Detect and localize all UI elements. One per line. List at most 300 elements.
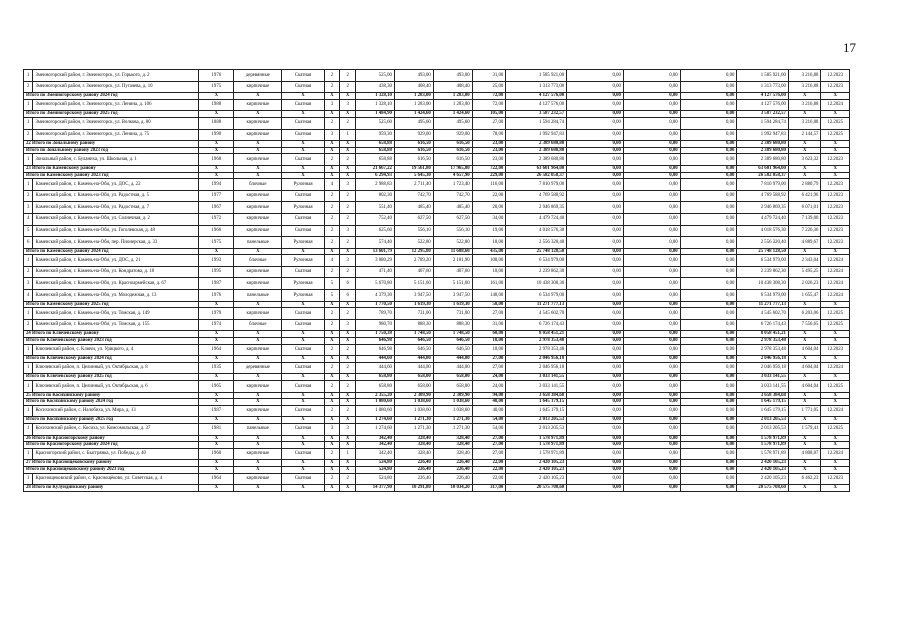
- placeholder-x-cell: X: [282, 147, 324, 154]
- material-cell: кирпичные: [234, 473, 282, 485]
- living-area-cell: 17 965,80: [433, 165, 472, 172]
- funds-cell: 0,00: [680, 248, 737, 255]
- total-area-cell: 3 080,29: [356, 255, 395, 267]
- residents-cell: 105,00: [472, 111, 506, 118]
- area-cell: 328,40: [394, 435, 433, 442]
- residents-cell: 60,00: [472, 331, 506, 338]
- roof-type-cell: Скатная: [282, 70, 324, 82]
- placeholder-x-cell: X: [788, 93, 821, 100]
- row-number: 1: [24, 423, 33, 435]
- floors-cell: 3: [324, 129, 340, 141]
- address-cell: Каменский район, г. Камень-на-Оби, ул. ДОС, д. 21: [33, 255, 199, 267]
- placeholder-x-cell: X: [788, 485, 821, 492]
- floors-cell: 2: [324, 154, 340, 166]
- funds-cell: 0,00: [623, 356, 680, 363]
- fund-total-cell: 20 575 708,60: [737, 485, 788, 492]
- row-number: 1: [24, 179, 33, 191]
- total-area-cell: 4 379,30: [356, 290, 395, 302]
- funds-cell: 0,00: [567, 190, 624, 202]
- placeholder-x-cell: X: [821, 301, 850, 308]
- floors-cell: 2: [324, 381, 340, 393]
- entrances-cell: 2: [340, 70, 356, 82]
- funds-cell: 0,00: [567, 399, 624, 406]
- unit-cost-cell: 2 880,79: [788, 179, 821, 191]
- year-cell: 1968: [199, 154, 234, 166]
- fund-total-cell: 2 978 353,48: [737, 338, 788, 345]
- residents-cell: 148,00: [472, 290, 506, 302]
- funds-cell: 0,00: [623, 111, 680, 118]
- funds-cell: 0,00: [567, 374, 624, 381]
- living-area-cell: 226,40: [433, 473, 472, 485]
- placeholder-x-cell: X: [199, 392, 234, 399]
- area-cell: 226,40: [394, 466, 433, 473]
- table-row: [24, 129, 850, 141]
- entrances-cell: 3: [340, 99, 356, 111]
- residents-cell: 19,00: [472, 225, 506, 237]
- row-number: 1: [24, 99, 33, 111]
- living-area-cell: 5 151,60: [433, 278, 472, 290]
- living-area-cell: 1 038,60: [433, 405, 472, 417]
- funds-cell: 0,00: [680, 399, 737, 406]
- fund-total-cell: 4 479 724,40: [737, 213, 788, 225]
- year-cell: 1977: [199, 190, 234, 202]
- placeholder-x-cell: X: [788, 442, 821, 449]
- roof-type-cell: Скатная: [282, 266, 324, 278]
- total-area-cell: 1 328,10: [356, 99, 395, 111]
- placeholder-x-cell: X: [234, 466, 282, 473]
- year-cell: 1967: [199, 202, 234, 214]
- funds-cell: 0,00: [567, 278, 624, 290]
- row-number: 1: [24, 405, 33, 417]
- summary-row: [24, 165, 850, 172]
- funds-cell: 0,00: [567, 248, 624, 255]
- placeholder-x-cell: X: [282, 93, 324, 100]
- unit-cost-cell: 4 604,04: [788, 381, 821, 393]
- area-cell: 226,40: [394, 460, 433, 467]
- year-cell: 1987: [199, 278, 234, 290]
- address-cell: Каменский район, г. Камень-на-Оби, ул. Радостная, д. 5: [33, 190, 199, 202]
- roof-type-cell: Скатная: [282, 129, 324, 141]
- row-number: 2: [24, 190, 33, 202]
- cost-cell: 1 645 179,15: [506, 405, 567, 417]
- funds-cell: 0,00: [567, 179, 624, 191]
- fund-total-cell: 1 992 947,83: [737, 129, 788, 141]
- cost-cell: 10 438 308,30: [506, 278, 567, 290]
- year-cell: 1990: [199, 129, 234, 141]
- total-area-cell: 5 670,80: [356, 278, 395, 290]
- total-area-cell: 752,40: [356, 213, 395, 225]
- funds-cell: 0,00: [680, 466, 737, 473]
- area-cell: 2 789,20: [394, 255, 433, 267]
- placeholder-x-cell: X: [324, 165, 340, 172]
- living-area-cell: 4 657,90: [433, 172, 472, 179]
- funds-cell: 0,00: [567, 319, 624, 331]
- table-row: [24, 381, 850, 393]
- entrances-cell: 3: [340, 423, 356, 435]
- placeholder-x-cell: X: [340, 460, 356, 467]
- funds-cell: 0,00: [680, 362, 737, 374]
- fund-total-cell: 2 420 105,23: [737, 473, 788, 485]
- living-area-cell: 2 181,90: [433, 255, 472, 267]
- living-area-cell: 1 748,50: [433, 331, 472, 338]
- deadline-cell: 12.2023: [821, 202, 850, 214]
- placeholder-x-cell: X: [199, 442, 234, 449]
- residents-cell: 72,00: [472, 99, 506, 111]
- roof-type-cell: Скатная: [282, 225, 324, 237]
- residents-cell: 24,00: [472, 374, 506, 381]
- table-row: [24, 255, 850, 267]
- placeholder-x-cell: X: [324, 93, 340, 100]
- area-cell: 646,50: [394, 338, 433, 345]
- living-area-cell: 1 723,40: [433, 179, 472, 191]
- funds-cell: 0,00: [567, 172, 624, 179]
- floors-cell: 2: [324, 202, 340, 214]
- roof-type-cell: Рулонная: [282, 179, 324, 191]
- total-area-cell: 444,60: [356, 362, 395, 374]
- living-area-cell: 226,40: [433, 460, 472, 467]
- roof-type-cell: Скатная: [282, 99, 324, 111]
- area-cell: 495,60: [394, 117, 433, 129]
- summary-label: Итого по Косихинскому району 2025 год: [24, 417, 199, 424]
- placeholder-x-cell: X: [788, 111, 821, 118]
- funds-cell: 0,00: [680, 338, 737, 345]
- funds-cell: 0,00: [680, 237, 737, 249]
- roof-type-cell: Скатная: [282, 81, 324, 93]
- funds-cell: 0,00: [680, 344, 737, 356]
- placeholder-x-cell: X: [788, 460, 821, 467]
- row-number: 2: [24, 266, 33, 278]
- year-cell: 1888: [199, 117, 234, 129]
- area-cell: 1 271,30: [394, 417, 433, 424]
- summary-label: Итого по Змеиногорскому району 2025 год: [24, 111, 199, 118]
- funds-cell: 0,00: [567, 111, 624, 118]
- placeholder-x-cell: X: [282, 392, 324, 399]
- summary-label: Итого по Каменскому району 2024 год: [24, 248, 199, 255]
- living-area-cell: 1 283,00: [433, 93, 472, 100]
- fund-total-cell: 3 033 141,55: [737, 381, 788, 393]
- cost-cell: 26 582 058,37: [506, 172, 567, 179]
- address-cell: Змеиногорский район, г. Змеиногорск, ул. Горького, д. 2: [33, 70, 199, 82]
- area-cell: 10 291,80: [394, 485, 433, 492]
- placeholder-x-cell: X: [821, 165, 850, 172]
- placeholder-x-cell: X: [199, 338, 234, 345]
- table-row: [24, 266, 850, 278]
- address-cell: Змеиногорский район, г. Змеиногорск, ул. Волкова, д. 80: [33, 117, 199, 129]
- placeholder-x-cell: X: [324, 147, 340, 154]
- placeholder-x-cell: X: [199, 417, 234, 424]
- living-area-cell: 616,50: [433, 141, 472, 148]
- cost-cell: 8 058 451,21: [506, 331, 567, 338]
- roof-type-cell: Скатная: [282, 473, 324, 485]
- floors-cell: 4: [324, 179, 340, 191]
- placeholder-x-cell: X: [199, 460, 234, 467]
- roof-type-cell: Скатная: [282, 362, 324, 374]
- summary-row: [24, 93, 850, 100]
- total-area-cell: 1 484,90: [356, 111, 395, 118]
- floors-cell: 2: [324, 213, 340, 225]
- funds-cell: 0,00: [623, 93, 680, 100]
- placeholder-x-cell: X: [234, 442, 282, 449]
- funds-cell: 0,00: [680, 473, 737, 485]
- placeholder-x-cell: X: [324, 466, 340, 473]
- row-number: 3: [24, 278, 33, 290]
- material-cell: кирпичные: [234, 202, 282, 214]
- placeholder-x-cell: X: [821, 147, 850, 154]
- residents-cell: 23,00: [472, 154, 506, 166]
- row-number: 1: [24, 381, 33, 393]
- floors-cell: 5: [324, 290, 340, 302]
- total-area-cell: 14 377,90: [356, 485, 395, 492]
- cost-cell: 3 033 141,55: [506, 381, 567, 393]
- row-number: 1: [24, 448, 33, 460]
- year-cell: 1972: [199, 213, 234, 225]
- placeholder-x-cell: X: [199, 93, 234, 100]
- summary-label: 25 Итого по Косихинскому району: [24, 392, 199, 399]
- placeholder-x-cell: X: [821, 338, 850, 345]
- placeholder-x-cell: X: [282, 356, 324, 363]
- funds-cell: 0,00: [567, 290, 624, 302]
- placeholder-x-cell: X: [234, 147, 282, 154]
- funds-cell: 0,00: [623, 331, 680, 338]
- funds-cell: 0,00: [623, 190, 680, 202]
- deadline-cell: 12.2023: [821, 213, 850, 225]
- unit-cost-cell: 2 026,23: [788, 278, 821, 290]
- funds-cell: 0,00: [567, 308, 624, 320]
- funds-cell: 0,00: [623, 70, 680, 82]
- funds-cell: 0,00: [623, 442, 680, 449]
- funds-cell: 0,00: [623, 255, 680, 267]
- area-cell: 328,40: [394, 442, 433, 449]
- floors-cell: 2: [324, 81, 340, 93]
- funds-cell: 0,00: [680, 381, 737, 393]
- area-cell: 444,00: [394, 362, 433, 374]
- total-area-cell: 525,00: [356, 70, 395, 82]
- summary-row: [24, 435, 850, 442]
- unit-cost-cell: 6 071,01: [788, 202, 821, 214]
- living-area-cell: 3 947,50: [433, 290, 472, 302]
- address-cell: Краснощековский район, с. Краснощёково, ул. Советская, д. 4: [33, 473, 199, 485]
- total-area-cell: 959,30: [356, 129, 395, 141]
- placeholder-x-cell: X: [282, 466, 324, 473]
- placeholder-x-cell: X: [282, 338, 324, 345]
- residents-cell: 54,00: [472, 423, 506, 435]
- placeholder-x-cell: X: [324, 141, 340, 148]
- address-cell: Змеиногорский район, г. Змеиногорск, ул. Пугачева, д. 10: [33, 81, 199, 93]
- total-area-cell: 1 080,60: [356, 405, 395, 417]
- table-row: [24, 213, 850, 225]
- roof-type-cell: Скатная: [282, 423, 324, 435]
- fund-total-cell: 11 271 777,13: [737, 301, 788, 308]
- floors-cell: 2: [324, 362, 340, 374]
- total-area-cell: 21 667,22: [356, 165, 395, 172]
- deadline-cell: 12.2023: [821, 179, 850, 191]
- entrances-cell: 2: [340, 154, 356, 166]
- living-area-cell: 1 619,30: [433, 301, 472, 308]
- living-area-cell: 408,40: [433, 81, 472, 93]
- summary-label: Итого по Ключевскому району 2024 год: [24, 356, 199, 363]
- total-area-cell: 658,80: [356, 381, 395, 393]
- placeholder-x-cell: X: [788, 248, 821, 255]
- placeholder-x-cell: X: [340, 338, 356, 345]
- funds-cell: 0,00: [680, 172, 737, 179]
- funds-cell: 0,00: [680, 190, 737, 202]
- entrances-cell: 2: [340, 344, 356, 356]
- funds-cell: 0,00: [680, 423, 737, 435]
- placeholder-x-cell: X: [340, 392, 356, 399]
- table-row: [24, 423, 850, 435]
- unit-cost-cell: 4 808,07: [788, 448, 821, 460]
- address-cell: Ключевский район, п. Целинный, ул. Октябрьская, д. 6: [33, 381, 199, 393]
- residents-cell: 23,00: [472, 147, 506, 154]
- funds-cell: 0,00: [680, 278, 737, 290]
- row-number: 2: [24, 81, 33, 93]
- funds-cell: 0,00: [623, 248, 680, 255]
- living-area-cell: 1 038,60: [433, 399, 472, 406]
- placeholder-x-cell: X: [282, 301, 324, 308]
- summary-label: 28 Итого по Кулундинскому району: [24, 485, 199, 492]
- funds-cell: 0,00: [680, 111, 737, 118]
- material-cell: панельные: [234, 290, 282, 302]
- funds-cell: 0,00: [623, 362, 680, 374]
- unit-cost-cell: 3 623,32: [788, 154, 821, 166]
- entrances-cell: 2: [340, 202, 356, 214]
- unit-cost-cell: 4 604,04: [788, 344, 821, 356]
- placeholder-x-cell: X: [788, 435, 821, 442]
- funds-cell: 0,00: [567, 141, 624, 148]
- cost-cell: 2 420 105,23: [506, 466, 567, 473]
- placeholder-x-cell: X: [199, 331, 234, 338]
- area-cell: 742,70: [394, 190, 433, 202]
- roof-type-cell: Рулонная: [282, 255, 324, 267]
- residents-cell: 317,00: [472, 485, 506, 492]
- funds-cell: 0,00: [623, 147, 680, 154]
- cost-cell: 1 578 971,89: [506, 442, 567, 449]
- material-cell: блочные: [234, 179, 282, 191]
- residents-cell: 27,00: [472, 448, 506, 460]
- residents-cell: 31,00: [472, 70, 506, 82]
- summary-label: Итого по Ключевскому району 2025 год: [24, 374, 199, 381]
- cost-cell: 2 420 105,23: [506, 460, 567, 467]
- unit-cost-cell: 4 604,04: [788, 362, 821, 374]
- placeholder-x-cell: X: [788, 374, 821, 381]
- fund-total-cell: 25 748 128,50: [737, 248, 788, 255]
- summary-label: 22 Итого по Зональному району: [24, 141, 199, 148]
- address-cell: Каменский район, г. Камень-на-Оби, ул. Гоголевская, д. 48: [33, 225, 199, 237]
- funds-cell: 0,00: [680, 392, 737, 399]
- funds-cell: 0,00: [567, 202, 624, 214]
- placeholder-x-cell: X: [234, 374, 282, 381]
- fund-total-cell: 2 013 205,53: [737, 417, 788, 424]
- area-cell: 1 424,60: [394, 111, 433, 118]
- funds-cell: 0,00: [567, 255, 624, 267]
- placeholder-x-cell: X: [788, 147, 821, 154]
- entrances-cell: 2: [340, 405, 356, 417]
- funds-cell: 0,00: [623, 405, 680, 417]
- living-area-cell: 616,50: [433, 154, 472, 166]
- roof-type-cell: Скатная: [282, 213, 324, 225]
- material-cell: кирпичные: [234, 405, 282, 417]
- total-area-cell: 342,40: [356, 448, 395, 460]
- placeholder-x-cell: X: [821, 392, 850, 399]
- material-cell: кирпичные: [234, 448, 282, 460]
- total-area-cell: 13 601,79: [356, 248, 395, 255]
- fund-total-cell: 2 389 680,80: [737, 154, 788, 166]
- cost-cell: 2 046 956,18: [506, 356, 567, 363]
- residents-cell: 22,00: [472, 466, 506, 473]
- placeholder-x-cell: X: [340, 485, 356, 492]
- funds-cell: 0,00: [567, 417, 624, 424]
- funds-cell: 0,00: [567, 405, 624, 417]
- funds-cell: 0,00: [623, 301, 680, 308]
- residents-cell: 27,00: [472, 362, 506, 374]
- material-cell: панельные: [234, 423, 282, 435]
- floors-cell: 2: [324, 308, 340, 320]
- funds-cell: 0,00: [623, 225, 680, 237]
- entrances-cell: 2: [340, 81, 356, 93]
- placeholder-x-cell: X: [340, 172, 356, 179]
- funds-cell: 0,00: [680, 331, 737, 338]
- entrances-cell: 2: [340, 190, 356, 202]
- area-cell: 616,50: [394, 141, 433, 148]
- row-number: 3: [24, 202, 33, 214]
- year-cell: 1935: [199, 362, 234, 374]
- placeholder-x-cell: X: [234, 399, 282, 406]
- placeholder-x-cell: X: [821, 466, 850, 473]
- area-cell: 408,40: [394, 81, 433, 93]
- fund-total-cell: 4 018 576,30: [737, 225, 788, 237]
- total-area-cell: 342,40: [356, 435, 395, 442]
- cost-cell: 2 013 205,53: [506, 423, 567, 435]
- placeholder-x-cell: X: [324, 331, 340, 338]
- table-row: [24, 70, 850, 82]
- cost-cell: 3 587 232,57: [506, 111, 567, 118]
- placeholder-x-cell: X: [821, 485, 850, 492]
- cost-cell: 4 127 576,00: [506, 93, 567, 100]
- deadline-cell: 12.2024: [821, 405, 850, 417]
- table-row: [24, 225, 850, 237]
- floors-cell: 2: [324, 344, 340, 356]
- living-area-cell: 556,10: [433, 225, 472, 237]
- placeholder-x-cell: X: [324, 442, 340, 449]
- roof-type-cell: Скатная: [282, 117, 324, 129]
- summary-label: Итого по Косихинскому району 2024 год: [24, 399, 199, 406]
- placeholder-x-cell: X: [821, 435, 850, 442]
- placeholder-x-cell: X: [234, 356, 282, 363]
- deadline-cell: 12.2023: [821, 154, 850, 166]
- funds-cell: 0,00: [680, 485, 737, 492]
- placeholder-x-cell: X: [821, 399, 850, 406]
- material-cell: панельные: [234, 237, 282, 249]
- total-area-cell: 2 988,83: [356, 179, 395, 191]
- funds-cell: 0,00: [623, 417, 680, 424]
- living-area-cell: 495,60: [433, 117, 472, 129]
- funds-cell: 0,00: [623, 179, 680, 191]
- total-area-cell: 802,30: [356, 190, 395, 202]
- living-area-cell: 646,50: [433, 344, 472, 356]
- entrances-cell: 2: [340, 266, 356, 278]
- funds-cell: 0,00: [623, 172, 680, 179]
- cost-cell: 2 978 353,48: [506, 344, 567, 356]
- area-cell: 616,50: [394, 147, 433, 154]
- placeholder-x-cell: X: [199, 485, 234, 492]
- total-area-cell: 574,40: [356, 237, 395, 249]
- living-area-cell: 742,70: [433, 190, 472, 202]
- roof-type-cell: Скатная: [282, 381, 324, 393]
- table-row: [24, 81, 850, 93]
- cost-cell: 1 594 284,74: [506, 117, 567, 129]
- living-area-cell: 485,40: [433, 202, 472, 214]
- cost-cell: 25 748 128,50: [506, 248, 567, 255]
